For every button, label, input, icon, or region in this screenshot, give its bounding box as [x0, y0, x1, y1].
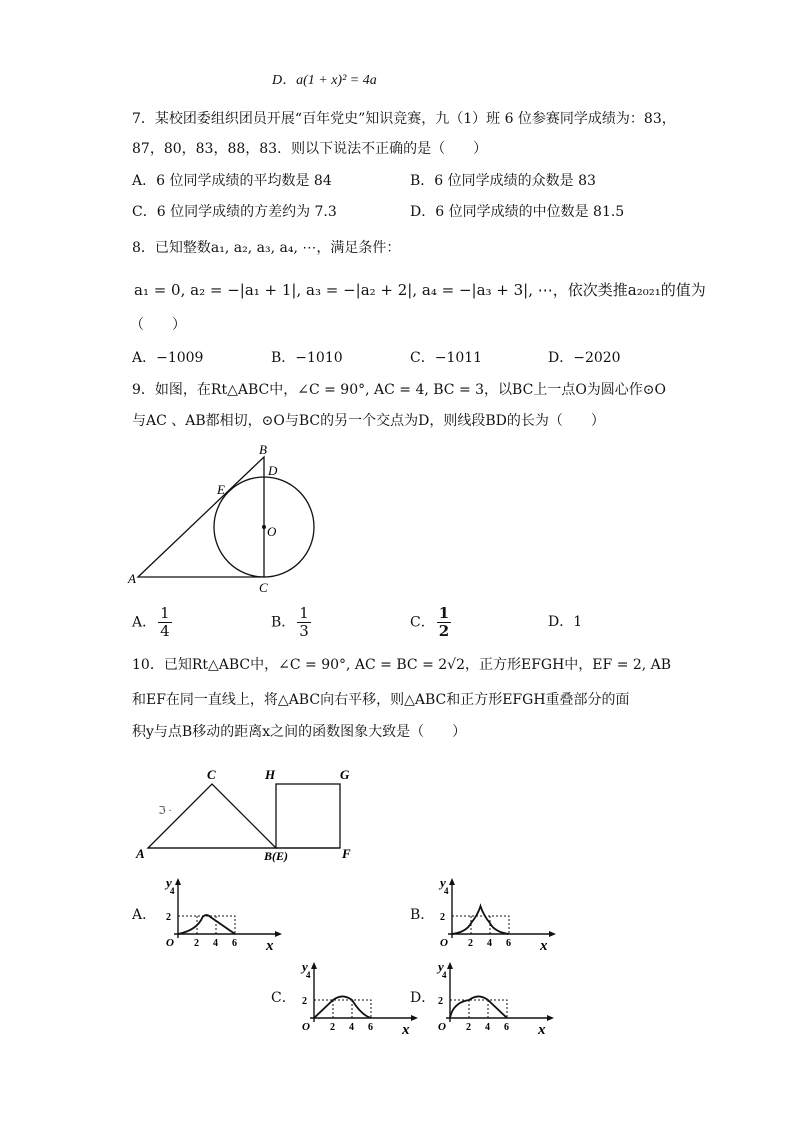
q9-label-d: D: [268, 463, 278, 478]
q10-label-h: H: [265, 767, 276, 782]
q9-option-a-fraction: [158, 605, 172, 640]
function-curve: [452, 906, 509, 934]
q10-label-be: B(E): [264, 849, 288, 863]
origin-label: O: [166, 937, 174, 949]
q7-option-d[interactable]: D．6 位同学成绩的中位数是 81.5: [410, 204, 625, 220]
x-axis-arrow-icon: [275, 931, 282, 937]
q9-option-c[interactable]: [410, 605, 453, 640]
y-axis-label: y: [438, 959, 444, 974]
q9-option-a-den: 4: [160, 622, 170, 640]
q7-stem-line1: 7．某校团委组织团员开展“百年党史”知识竞赛，九（1）班 6 位参赛同学成绩为：83，: [132, 111, 676, 127]
y-axis-arrow-icon: [449, 878, 455, 885]
q9-figure: [126, 438, 326, 598]
q9-option-a-num: 1: [160, 604, 170, 622]
q9-option-b-num: 1: [299, 604, 309, 622]
q10-label-a: A: [136, 846, 145, 861]
x-axis-arrow-icon: [549, 931, 556, 937]
q10-option-c[interactable]: C．: [271, 990, 296, 1006]
y-tick-4-label: 4: [444, 886, 449, 896]
x-tick-2-label: 2: [330, 1022, 335, 1033]
q9-option-b-den: 3: [299, 622, 309, 640]
x-tick-6-label: 6: [504, 1022, 509, 1033]
q10-square: [276, 784, 340, 848]
q9-option-c-num: 1: [438, 604, 450, 622]
y-tick-2-label: 2: [166, 912, 171, 923]
q10-label-g: G: [340, 767, 350, 782]
y-axis-label: y: [440, 875, 446, 890]
q8-option-d[interactable]: D．−2020: [548, 350, 621, 366]
y-tick-4-label: 4: [306, 970, 311, 980]
q9-label-b: B: [259, 442, 267, 457]
q9-option-d-text: 1: [573, 614, 583, 630]
x-tick-6-label: 6: [506, 938, 511, 949]
x-tick-2-label: 2: [468, 938, 473, 949]
q9-stem-line2: 与AC 、AB都相切，⊙O与BC的另一个交点为D，则线段BD的长为（ ）: [132, 413, 605, 429]
x-tick-4-label: 4: [349, 1022, 354, 1033]
q7-option-b[interactable]: B．6 位同学成绩的众数是 83: [410, 173, 596, 189]
q10-label-f: F: [342, 846, 351, 861]
x-axis-label: x: [402, 1022, 410, 1036]
x-axis-arrow-icon: [547, 1015, 554, 1021]
y-axis-label: y: [166, 875, 172, 890]
y-tick-4-label: 4: [170, 886, 175, 896]
q10-stem-line2: 和EF在同一直线上，将△ABC向右平移，则△ABC和正方形EFGH重叠部分的面: [132, 692, 630, 708]
q10-stem-line3: 积y与点B移动的距离x之间的函数图象大致是（ ）: [132, 724, 467, 740]
q10-graph-c[interactable]: [294, 956, 418, 1036]
q10-option-a[interactable]: A．: [132, 907, 157, 923]
q8-option-b[interactable]: B．−1010: [271, 350, 343, 366]
q9-option-a-letter: A．: [132, 614, 157, 631]
q10-graph-a[interactable]: [158, 872, 282, 952]
origin-label: O: [438, 1021, 446, 1033]
x-tick-4-label: 4: [485, 1022, 490, 1033]
q9-triangle: [138, 457, 264, 577]
q9-option-b-letter: B．: [271, 614, 296, 631]
q9-label-a: A: [128, 571, 136, 586]
x-tick-2-label: 2: [194, 938, 199, 949]
q9-option-b-fraction: [297, 605, 311, 640]
y-tick-2-label: 2: [438, 996, 443, 1007]
y-axis-arrow-icon: [447, 962, 453, 969]
q9-label-e: E: [217, 482, 225, 497]
y-tick-4-label: 4: [442, 970, 447, 980]
x-tick-4-label: 4: [213, 938, 218, 949]
q8-option-a[interactable]: A．−1009: [132, 350, 204, 366]
q6-option-d: D．a(1 + x)² = 4a: [272, 73, 377, 88]
q10-graph-b[interactable]: [432, 872, 556, 952]
q10-option-d[interactable]: D．: [410, 990, 436, 1006]
x-axis-label: x: [540, 938, 548, 952]
function-curve: [178, 915, 235, 934]
y-tick-2-label: 2: [302, 996, 307, 1007]
q7-option-a[interactable]: A．6 位同学成绩的平均数是 84: [132, 173, 332, 189]
q9-option-c-fraction: [437, 605, 451, 640]
q10-stem-line1: 10．已知Rt△ABC中，∠C = 90°, AC = BC = 2√2，正方形EFGH中，EF = 2, AB: [132, 657, 672, 673]
q9-center-point: [262, 525, 266, 529]
y-axis-arrow-icon: [175, 878, 181, 885]
y-axis-label: y: [302, 959, 308, 974]
x-tick-6-label: 6: [368, 1022, 373, 1033]
x-axis-label: x: [266, 938, 274, 952]
q9-stem-line1: 9．如图，在Rt△ABC中，∠C = 90°, AC = 4, BC = 3，以BC上一点O为圆心作⊙O: [132, 382, 667, 398]
q10-figure: [128, 762, 368, 866]
q10-label-c: C: [207, 767, 216, 782]
origin-label: O: [302, 1021, 310, 1033]
q9-label-o: O: [267, 524, 277, 539]
q7-option-c[interactable]: C．6 位同学成绩的方差约为 7.3: [132, 204, 337, 220]
q9-option-c-den: 2: [438, 622, 450, 640]
x-axis-arrow-icon: [411, 1015, 418, 1021]
origin-label: O: [440, 937, 448, 949]
q9-option-a[interactable]: [132, 605, 174, 640]
y-tick-2-label: 2: [440, 912, 445, 923]
q9-option-b[interactable]: [271, 605, 313, 640]
x-tick-2-label: 2: [466, 1022, 471, 1033]
q8-stem-line1: 8．已知整数a₁, a₂, a₃, a₄, ⋯，满足条件：: [132, 240, 401, 256]
x-tick-6-label: 6: [232, 938, 237, 949]
q10-scribble-mark: ℑ ·: [158, 805, 173, 817]
x-axis-label: x: [538, 1022, 546, 1036]
q8-stem-line3: （ ）: [130, 317, 186, 333]
q9-option-d-letter: D．: [548, 614, 574, 630]
q9-option-d[interactable]: [548, 613, 582, 631]
q10-option-b[interactable]: B．: [410, 907, 435, 923]
q10-graph-d[interactable]: [430, 956, 554, 1036]
y-axis-arrow-icon: [311, 962, 317, 969]
q8-stem-line2: a₁ = 0, a₂ = −|a₁ + 1|, a₃ = −|a₂ + 2|, a₄ = −|a₃ + 3|, ⋯，依次类推a₂₀₂₁的值为: [134, 281, 706, 299]
x-tick-4-label: 4: [487, 938, 492, 949]
q9-option-c-letter: C．: [410, 614, 435, 631]
q8-option-c[interactable]: C．−1011: [410, 350, 483, 366]
q7-stem-line2: 87，80，83，88，83．则以下说法不正确的是（ ）: [132, 141, 488, 157]
q9-label-c: C: [259, 580, 268, 595]
